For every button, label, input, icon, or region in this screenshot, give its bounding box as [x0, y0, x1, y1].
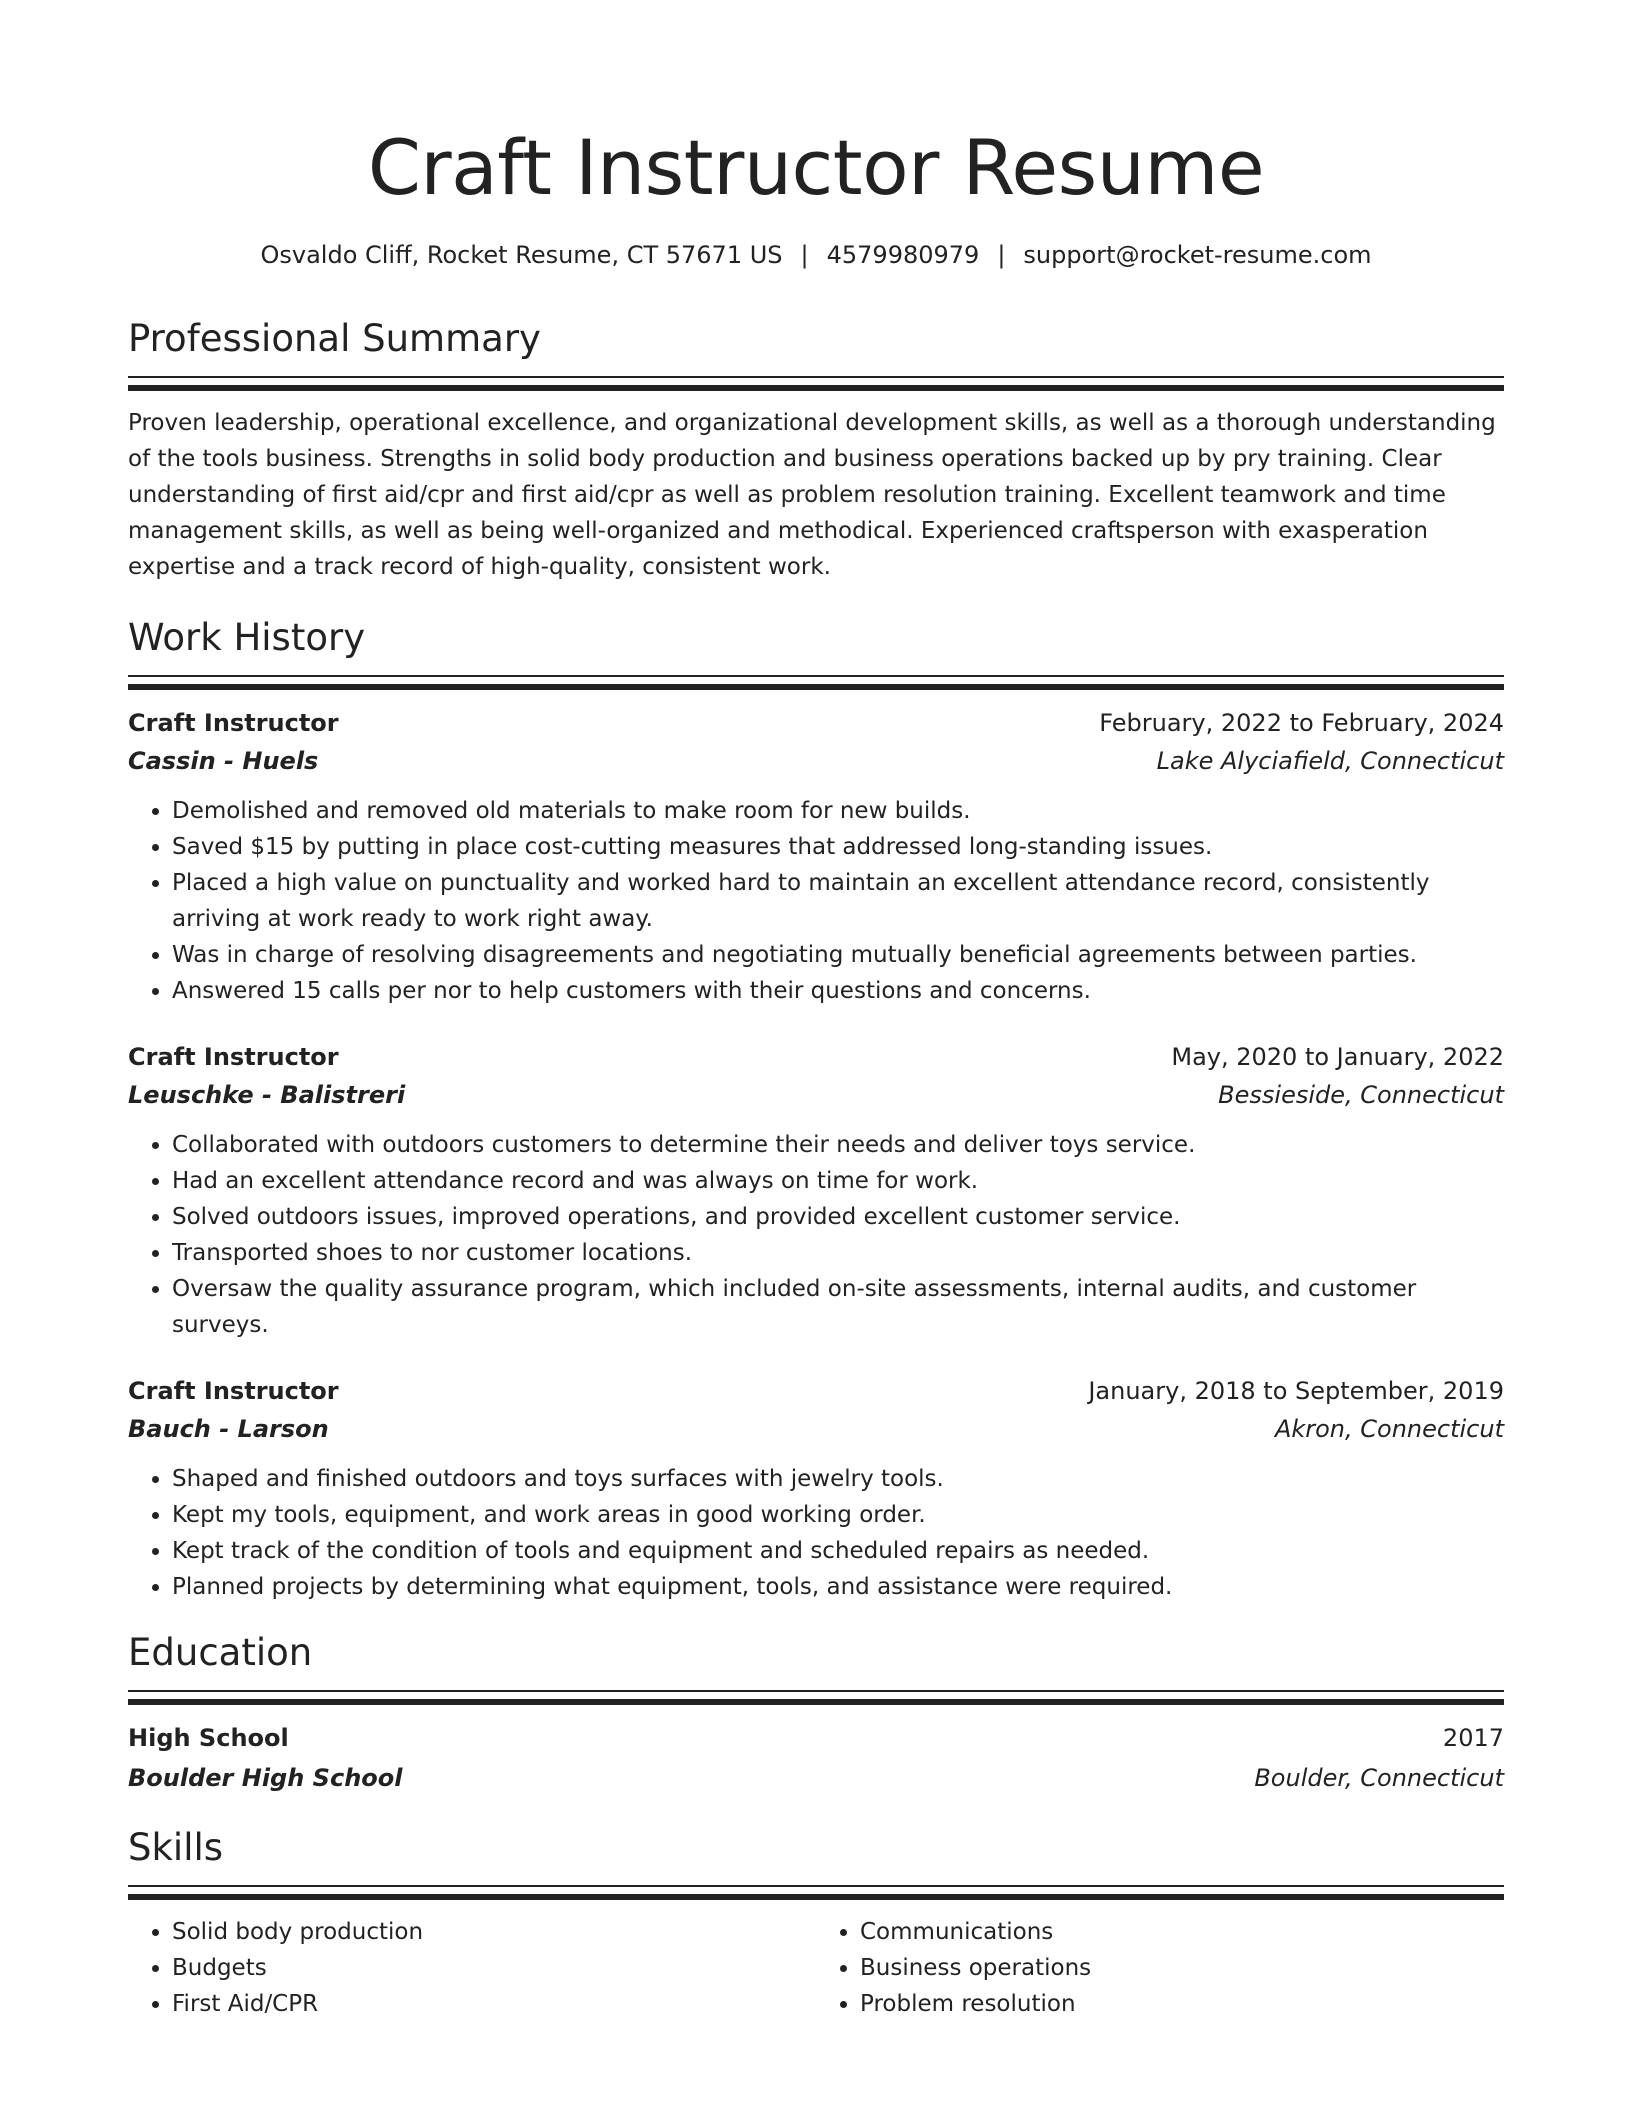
section-divider [128, 675, 1504, 690]
job-location: Bessieside, Connecticut [1218, 1081, 1504, 1109]
list-item: • Collaborated with outdoors customers to determine their needs and deliver toys service. [172, 1127, 1504, 1163]
job-company: Bauch - Larson [128, 1415, 329, 1443]
list-item: • Kept track of the condition of tools and equipment and scheduled repairs as needed. [172, 1533, 1504, 1569]
contact-separator: | [997, 241, 1006, 269]
skills-column-left [128, 1914, 816, 2022]
summary-text: Proven leadership, operational excellence, and organizational development skills, as well as a thorough understanding of the tools business. Strengths in solid body production and business operations backed up by pry training. Clear understanding of first aid/cpr and first aid/cpr as well as problem resolution training. Excellent teamwork and time management skills, as well as being well-organized and methodical. Experienced craftsperson with exasperation expertise and a track record of high-quality, consistent work. [128, 410, 1496, 580]
skill-item: • First Aid/CPR [172, 1986, 816, 2022]
resume-title: Craft Instructor Resume [367, 123, 1265, 212]
list-item: • Answered 15 calls per nor to help customers with their questions and concerns. [172, 973, 1504, 1009]
job-entry [128, 705, 1504, 1009]
education-degree: High School [128, 1724, 289, 1752]
job-title: Craft Instructor [128, 709, 339, 737]
section-divider [128, 1885, 1504, 1900]
work-history-section [128, 614, 1504, 1605]
skill-item: • Communications [860, 1914, 1504, 1950]
skills-list [128, 1914, 1504, 2022]
list-item: • Shaped and finished outdoors and toys surfaces with jewelry tools. [172, 1461, 1504, 1497]
education-school: Boulder High School [128, 1764, 403, 1792]
skill-item: • Problem resolution [860, 1986, 1504, 2022]
education-heading: Education [128, 1631, 313, 1674]
job-location: Akron, Connecticut [1274, 1415, 1504, 1443]
list-item: • Saved $15 by putting in place cost-cutting measures that addressed long-standing issues. [172, 829, 1504, 865]
job-bullets [128, 1127, 1504, 1343]
contact-email: support@rocket-resume.com [1023, 241, 1372, 269]
job-dates: February, 2022 to February, 2024 [1099, 709, 1504, 737]
education-section [128, 1629, 1504, 1796]
job-entry [128, 1373, 1504, 1605]
list-item: • Transported shoes to nor customer locations. [172, 1235, 1504, 1271]
job-bullets [128, 793, 1504, 1009]
education-year: 2017 [1442, 1724, 1504, 1752]
skill-item: • Budgets [172, 1950, 816, 1986]
summary-heading: Professional Summary [128, 317, 541, 360]
job-title: Craft Instructor [128, 1043, 339, 1071]
list-item: • Planned projects by determining what equipment, tools, and assistance were required. [172, 1569, 1504, 1605]
list-item: • Solved outdoors issues, improved operations, and provided excellent customer service. [172, 1199, 1504, 1235]
skills-section [128, 1824, 1504, 2022]
section-divider [128, 376, 1504, 391]
list-item: • Had an excellent attendance record and was always on time for work. [172, 1163, 1504, 1199]
job-dates: January, 2018 to September, 2019 [1088, 1377, 1504, 1405]
contact-address: Osvaldo Cliff, Rocket Resume, CT 57671 US [260, 241, 783, 269]
list-item: • Placed a high value on punctuality and worked hard to maintain an excellent attendance record, consistently arriving at work ready to work right away. [172, 865, 1504, 937]
list-item: • Oversaw the quality assurance program, which included on-site assessments, internal audits, and customer surveys. [172, 1271, 1504, 1343]
job-bullets [128, 1461, 1504, 1605]
summary-section [128, 315, 1504, 585]
contact-separator: | [800, 241, 809, 269]
job-location: Lake Alyciafield, Connecticut [1156, 747, 1504, 775]
education-location: Boulder, Connecticut [1254, 1764, 1504, 1792]
job-entry [128, 1039, 1504, 1343]
job-title: Craft Instructor [128, 1377, 339, 1405]
contact-line [128, 238, 1504, 272]
section-divider [128, 1690, 1504, 1705]
skills-column-right [816, 1914, 1504, 2022]
job-company: Cassin - Huels [128, 747, 319, 775]
list-item: • Kept my tools, equipment, and work areas in good working order. [172, 1497, 1504, 1533]
list-item: • Demolished and removed old materials to make room for new builds. [172, 793, 1504, 829]
work-history-heading: Work History [128, 616, 366, 659]
list-item: • Was in charge of resolving disagreements and negotiating mutually beneficial agreements between parties. [172, 937, 1504, 973]
skills-heading: Skills [128, 1826, 224, 1869]
skill-item: • Solid body production [172, 1914, 816, 1950]
job-dates: May, 2020 to January, 2022 [1171, 1043, 1504, 1071]
skill-item: • Business operations [860, 1950, 1504, 1986]
contact-phone: 4579980979 [826, 241, 980, 269]
job-company: Leuschke - Balistreri [128, 1081, 406, 1109]
